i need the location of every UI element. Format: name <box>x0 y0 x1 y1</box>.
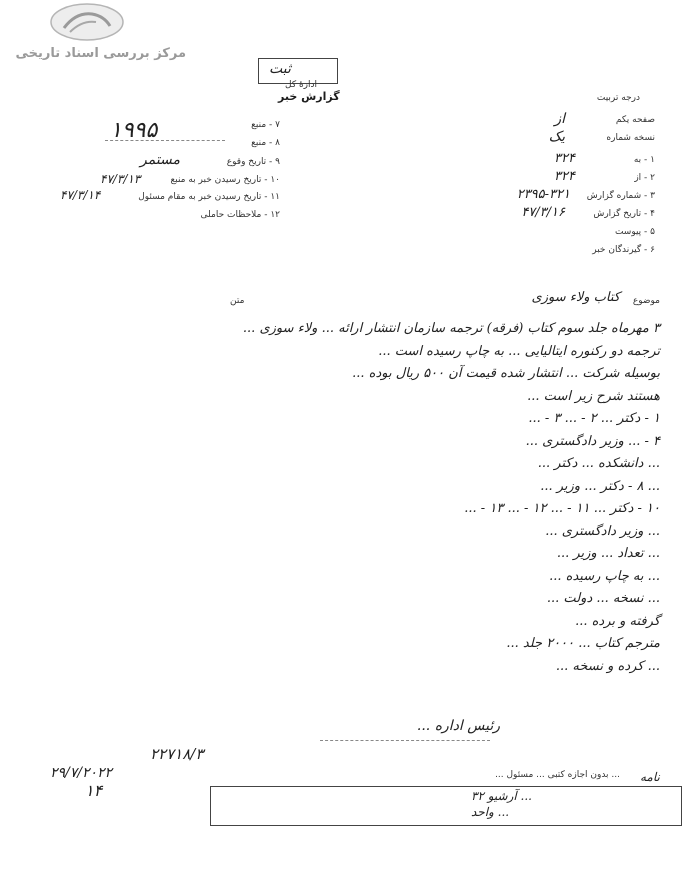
body-line: مترجم کتاب ... ۲۰۰۰ جلد ... <box>506 636 660 651</box>
bottom-note: نامه <box>640 770 660 784</box>
report-number: ۱۹۹۵ <box>110 118 158 143</box>
form-title: گزارش خبر <box>278 90 340 103</box>
body-line: ... به چاپ رسیده ... <box>549 568 660 584</box>
body-line: ۴ - ... وزیر دادگستری ... <box>525 433 660 449</box>
body-line: ۱ - دکتر ... ۲ - ... ۳ - ... <box>528 411 660 426</box>
security-label: درجه تربیت <box>596 93 640 103</box>
field-value: مستمر <box>140 152 181 168</box>
body-line: ... تعداد ... وزیر ... <box>556 546 660 561</box>
field-value: از <box>554 111 565 127</box>
body-line: هستند شرح زیر است ... <box>527 388 660 404</box>
field-label: ۴ - تاریخ گزارش <box>593 209 655 219</box>
body-line: بوسیله شرکت ... انتشار شده قیمت آن ۵۰۰ ریال بوده ... <box>352 366 660 381</box>
field-label: ۱ - به <box>633 155 655 165</box>
stamp-line: واحد ... <box>471 805 510 819</box>
office-name: ثبت <box>269 61 291 77</box>
field-label: ۵ - پیوست <box>614 227 655 237</box>
body-line: گرفته و برده ... <box>575 613 660 629</box>
margin-note-line: ۲۹/۷/۲۰۲۲ <box>50 765 113 781</box>
archive-logo-icon <box>48 2 126 42</box>
body-line: ۳ مهرماه جلد سوم کتاب (فرقه) ترجمه سازمان انتشار ارائه ... ولاء سوزی ... <box>242 321 660 336</box>
field-label: ۷ - منبع <box>251 120 280 130</box>
field-label: نسخه شماره <box>606 133 655 143</box>
body-line: ... وزیر دادگستری ... <box>545 523 660 539</box>
field-value: ۴۷/۳/۱۳ <box>100 172 141 186</box>
form-subtitle-line: ادارهٔ کل <box>285 80 318 90</box>
subject-label: موضوع <box>632 296 660 306</box>
signature: رئیس اداره ... <box>416 718 500 734</box>
field-value: یک <box>548 129 565 145</box>
field-label: ۳ - شماره گزارش <box>586 191 655 201</box>
field-label: ۱۲ - ملاحظات حاملی <box>200 210 280 220</box>
field-value: ۳۲۴ <box>554 151 575 166</box>
field-label: ۶ - گیرندگان خبر <box>592 245 655 255</box>
bottom-number: ۲۲۷۱۸/۳ <box>150 745 204 763</box>
field-value: ۳۲۴ <box>554 169 575 184</box>
report-body <box>40 318 660 678</box>
body-line: ... نسخه ... دولت ... <box>546 591 660 606</box>
subject-value: کتاب ولاء سوزی <box>531 290 620 305</box>
field-value: ۴۷/۳/۱۶ <box>521 205 565 220</box>
footer-note: ... بدون اجازه کتبی ... مسئول ... <box>495 770 620 780</box>
margin-note-line: ۱۴ <box>85 781 103 800</box>
field-label: ۸ - منبع <box>251 138 280 148</box>
watermark-text: مرکز بررسی اسناد تاریخی <box>15 46 186 61</box>
subject-field-marker: متن <box>230 296 245 306</box>
archive-stamp <box>210 786 682 826</box>
body-line: ۱۰ - دکتر ... ۱۱ - ... ۱۲ - ... ۱۳ - ... <box>464 501 660 516</box>
field-label: ۱۰ - تاریخ رسیدن خبر به منبع <box>170 175 280 185</box>
field-label: ۱۱ - تاریخ رسیدن خبر به مقام مسئول <box>138 192 280 202</box>
stamp-line: آرشیو ۳۲ ... <box>471 789 532 803</box>
margin-note <box>50 765 112 800</box>
field-label: صفحه یکم <box>615 115 655 125</box>
watermark <box>0 2 200 62</box>
body-line: ... دانشکده ... دکتر ... <box>537 456 660 471</box>
field-value: ۴۷/۳/۱۴ <box>60 188 101 202</box>
field-value: ۲۳۹۵-۳۲۱ <box>516 187 570 202</box>
body-line: ... ۸ - دکتر ... وزیر ... <box>540 478 660 494</box>
field-label: ۲ - از <box>634 173 655 183</box>
body-line: ... کرده و نسخه ... <box>555 658 660 674</box>
body-line: ترجمه دو رکنوره ایتالیایی ... به چاپ رسیده است ... <box>378 343 660 359</box>
field-label: ۹ - تاریخ وقوع <box>226 157 280 167</box>
